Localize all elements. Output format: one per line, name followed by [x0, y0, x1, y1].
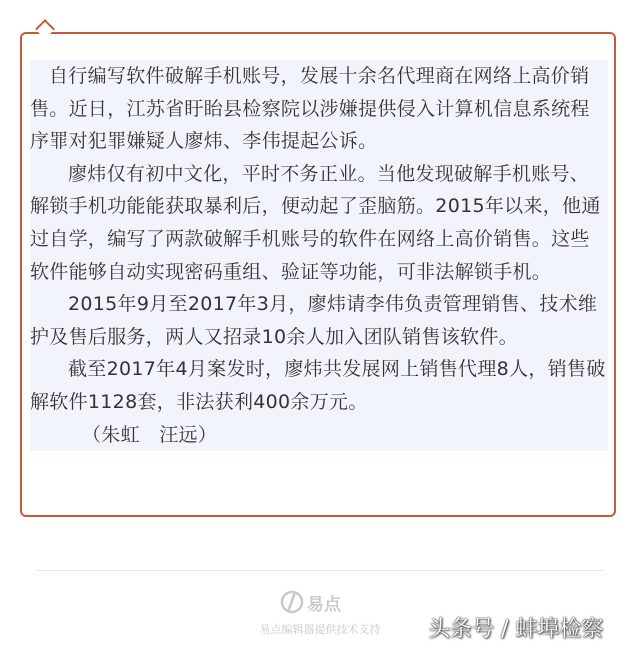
source-watermark: 头条号 / 蚌埠检察	[428, 617, 604, 642]
footer-divider	[36, 570, 604, 571]
editor-caption: 易点编辑器提供技术支持	[259, 623, 381, 636]
paragraph-2: 廖炜仅有初中文化，平时不务正业。当他发现破解手机账号、解锁手机功能能获取暴利后，便动起了歪脑筋。2015年以来，他通过自学，编写了两款破解手机账号的软件在网络上高价销售。这些软件能够自动实现密码重组、验证等功能，可非法解锁手机。	[30, 162, 601, 283]
article-body	[30, 60, 608, 451]
paragraph-4: 截至2017年4月案发时，廖炜共发展网上销售代理8人，销售破解软件1128套，非法获利400余万元。	[30, 358, 606, 413]
paragraph-3: 2015年9月至2017年3月，廖炜请李伟负责管理销售、技术维护及售后服务，两人又招录10余人加入团队销售该软件。	[30, 293, 598, 348]
author-signature: （朱虹 汪远）	[82, 423, 218, 446]
editor-logo	[280, 588, 360, 616]
editor-logo-text: 易点	[307, 594, 341, 615]
paragraph-1: 自行编写软件破解手机账号，发展十余名代理商在网络上高价销售。近日，江苏省盱眙县检察院以涉嫌提供侵入计算机信息系统程序罪对犯罪嫌疑人廖炜、李伟提起公诉。	[30, 65, 590, 153]
editor-logo-icon	[280, 590, 304, 614]
